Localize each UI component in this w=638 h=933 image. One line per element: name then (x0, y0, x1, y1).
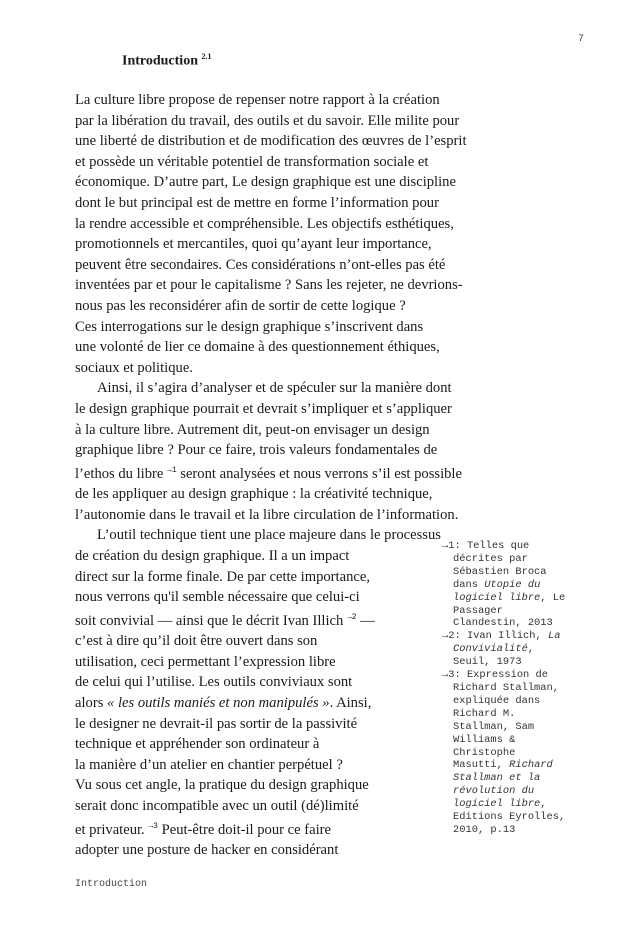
text-run: inventées par et pour le capitalisme ? Sans les rejeter, ne devrions- (75, 277, 463, 294)
footnote-line (442, 747, 592, 760)
text-run: dont le but principal est de mettre en forme l’information pour (75, 194, 439, 211)
text-line (75, 131, 595, 152)
footnote-line (442, 605, 592, 618)
text-run: l’ethos du libre (75, 465, 168, 482)
footnote (442, 669, 592, 837)
text-run: direct sur la forme finale. De par cette importance, (75, 568, 370, 585)
text-run: la manière d’un atelier en chantier perpétuel ? (75, 756, 343, 773)
text-run: Richard Stallman, (453, 681, 560, 694)
text-run: Seuil, 1973 (453, 656, 522, 669)
text-run: . Ainsi, (329, 694, 372, 711)
text-run: à la culture libre. Autrement dit, peut-on envisager un design (75, 421, 430, 438)
text-run: , (540, 798, 547, 811)
text-run: Sébastien Broca (453, 565, 547, 578)
text-run: sociaux et politique. (75, 359, 193, 376)
text-line (75, 296, 595, 317)
text-run: l’autonomie dans le travail et la libre circulation de l’information. (75, 506, 459, 523)
text-run: seront analysées et nous verrons s’il est possible (176, 465, 462, 482)
text-run: 2010, p.13 (453, 823, 516, 836)
text-run: Williams & (453, 733, 516, 746)
text-line (75, 275, 595, 296)
text-run: →1: Telles que (442, 540, 530, 552)
emphasis-text: Richard (509, 759, 553, 772)
text-line (75, 111, 595, 132)
footnote-line (442, 682, 592, 695)
note-reference[interactable]: →1 (167, 465, 177, 475)
text-run: de celui qui l’utilise. Les outils conviviaux sont (75, 674, 353, 691)
text-run: soit convivial — ainsi que le décrit Ivan Illich (75, 612, 347, 629)
text-run: de les appliquer au design graphique : la créativité technique, (75, 486, 433, 503)
text-run: et privateur. (75, 821, 149, 838)
emphasis-text: logiciel libre (453, 798, 541, 811)
section-number: 2.1 (201, 52, 212, 61)
text-line (75, 172, 595, 193)
text-run: alors (75, 694, 108, 711)
text-run: Stallman, Sam (453, 720, 535, 733)
note-reference[interactable]: →2 (346, 612, 357, 622)
footnote-line (442, 708, 592, 721)
text-run: L’outil technique tient une place majeure dans le processus (97, 527, 441, 544)
footnote-line (442, 669, 592, 682)
text-run: Clandestin, 2013 (453, 617, 553, 630)
text-run: c’est à dire qu’il doit être ouvert dans son (75, 633, 318, 650)
section-title: Introduction (122, 53, 198, 69)
emphasis-text: logiciel libre (453, 591, 541, 604)
text-run: Richard M. (453, 707, 516, 720)
text-line (75, 505, 595, 526)
text-run: →2: Ivan Illich, (442, 630, 549, 643)
page-number: 7 (577, 34, 584, 45)
text-line (75, 152, 595, 173)
text-run: Editions Eyrolles, (453, 811, 566, 824)
text-run: une liberté de distribution et de modification des œuvres de l’esprit (75, 133, 467, 150)
text-run: serait donc incompatible avec un outil (dé)limité (75, 797, 359, 814)
text-run: , (527, 643, 535, 656)
side-notes (442, 540, 592, 837)
text-line (75, 337, 595, 358)
text-run: graphique libre ? Pour ce faire, trois valeurs fondamentales de (75, 442, 438, 459)
text-run: de création du design graphique. Il a un impact (75, 547, 350, 564)
section-heading (122, 52, 211, 70)
emphasis-text: Convivialité (453, 643, 528, 656)
text-run: expliquée dans (453, 694, 541, 707)
text-run: la rendre accessible et compréhensible. Les objectifs esthétiques, (75, 215, 454, 232)
text-run: La culture libre propose de repenser notre rapport à la création (75, 92, 440, 108)
text-run: peuvent être secondaires. Ces considérations n’ont-elles pas été (75, 256, 446, 273)
text-line (75, 484, 595, 505)
text-line (75, 399, 595, 420)
text-line (75, 317, 595, 338)
emphasis-text: Utopie du (484, 578, 541, 591)
text-run: technique et appréhender son ordinateur à (75, 736, 320, 753)
text-run: Vu sous cet angle, la pratique du design graphique (75, 777, 369, 794)
text-line (75, 193, 595, 214)
text-run: Peut-être doit-il pour ce faire (157, 821, 331, 838)
text-run: Masutti, (453, 759, 510, 772)
text-run: décrites par (453, 552, 528, 565)
footnote-line (442, 617, 592, 630)
text-run: dans (453, 578, 485, 591)
text-run: Ces interrogations sur le design graphique s’inscrivent dans (75, 318, 424, 335)
footnote-line (442, 721, 592, 734)
emphasis-text: « les outils maniés et non manipulés » (107, 694, 330, 711)
text-run: nous pas les reconsidérer afin de sortir de cette logique ? (75, 297, 406, 314)
text-run: Christophe (453, 746, 516, 759)
text-run: utilisation, ceci permettant l’expression libre (75, 653, 336, 670)
text-run: Passager (453, 604, 503, 617)
text-line (75, 255, 595, 276)
text-run: économique. D’autre part, Le design graphique est une discipline (75, 174, 456, 191)
footnote-line (442, 630, 592, 643)
footnote-line (442, 553, 592, 566)
footnote-line (442, 579, 592, 592)
text-line (75, 461, 595, 484)
footnote-line (442, 772, 592, 785)
text-line (75, 840, 595, 861)
text-line (75, 358, 595, 379)
text-run: promotionnels et mercantiles, quoi qu’ayant leur importance, (75, 236, 432, 253)
text-run: — (356, 612, 375, 629)
text-run: nous verrons qu'il semble nécessaire que celui-ci (75, 589, 360, 606)
footnote-line (442, 643, 592, 656)
footnote-line (442, 811, 592, 824)
emphasis-text: révolution du (453, 785, 535, 798)
text-run: Ainsi, il s’agira d’analyser et de spéculer sur la manière dont (97, 380, 452, 397)
footnote-line (442, 592, 592, 605)
text-run: →3: Expression de (442, 669, 549, 682)
text-line (75, 214, 595, 235)
footnote-line (442, 734, 592, 747)
text-run: par la libération du travail, des outils et du savoir. Elle milite pour (75, 112, 460, 129)
footnote-line (442, 824, 592, 837)
footnote-line (442, 798, 592, 811)
footnote-line (442, 785, 592, 798)
footnote-line (442, 759, 592, 772)
footnote-line (442, 656, 592, 669)
emphasis-text: La (548, 630, 561, 643)
note-reference[interactable]: →3 (148, 821, 158, 831)
text-line (75, 234, 595, 255)
footnote-line (442, 695, 592, 708)
text-run: et possède un véritable potentiel de transformation sociale et (75, 153, 429, 170)
text-run: une volonté de lier ce domaine à des questionnement éthiques, (75, 339, 440, 356)
footnote (442, 630, 592, 669)
running-footer: Introduction (75, 879, 148, 890)
text-run: le designer ne devrait-il pas sortir de la passivité (75, 715, 358, 732)
text-line (75, 378, 595, 399)
text-run: adopter une posture de hacker en considérant (75, 841, 339, 858)
footnote-line (442, 566, 592, 579)
text-run: , Le (540, 591, 566, 604)
footnote (442, 540, 592, 630)
emphasis-text: Stallman et la (453, 772, 541, 785)
text-line (75, 90, 595, 111)
footnote-line (442, 540, 592, 553)
text-line (75, 440, 595, 461)
text-line (75, 420, 595, 441)
text-run: le design graphique pourrait et devrait s’impliquer et s’appliquer (75, 400, 452, 417)
